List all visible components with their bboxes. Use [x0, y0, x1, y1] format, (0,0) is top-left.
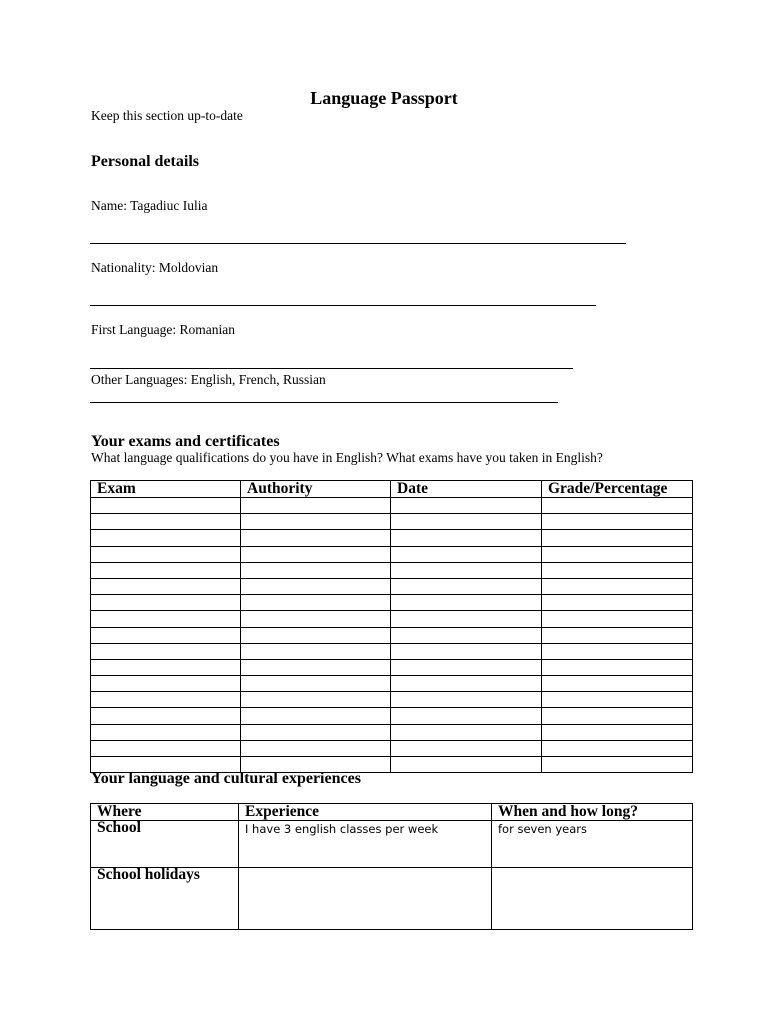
table-row — [91, 498, 693, 514]
exam-cell — [391, 724, 542, 740]
experiences-col-when: When and how long? — [492, 804, 693, 821]
exam-cell — [391, 595, 542, 611]
table-row — [91, 595, 693, 611]
exam-cell — [391, 578, 542, 594]
exam-cell — [241, 530, 391, 546]
exam-cell — [542, 514, 693, 530]
exam-cell — [542, 530, 693, 546]
table-row — [91, 578, 693, 594]
when-cell — [492, 868, 693, 930]
exam-cell — [241, 708, 391, 724]
table-row — [91, 821, 693, 868]
exam-cell — [91, 562, 241, 578]
table-row — [91, 611, 693, 627]
exam-cell — [91, 692, 241, 708]
table-row — [91, 692, 693, 708]
exam-cell — [542, 627, 693, 643]
exam-cell — [542, 659, 693, 675]
exam-cell — [241, 498, 391, 514]
exam-cell — [391, 627, 542, 643]
exams-col-exam: Exam — [91, 481, 241, 498]
exam-cell — [542, 611, 693, 627]
exams-col-authority: Authority — [241, 481, 391, 498]
exam-cell — [91, 595, 241, 611]
exam-cell — [91, 740, 241, 756]
subtitle: Keep this section up-to-date — [91, 108, 243, 123]
exam-cell — [91, 676, 241, 692]
exam-cell — [91, 530, 241, 546]
exam-cell — [391, 692, 542, 708]
exam-cell — [241, 578, 391, 594]
exam-cell — [391, 708, 542, 724]
exam-cell — [542, 740, 693, 756]
exam-cell — [542, 578, 693, 594]
exam-cell — [391, 546, 542, 562]
exam-cell — [91, 611, 241, 627]
exam-cell — [542, 546, 693, 562]
exams-col-date: Date — [391, 481, 542, 498]
other-languages-field: Other Languages: English, French, Russian — [91, 372, 326, 387]
table-row — [91, 708, 693, 724]
exam-cell — [241, 595, 391, 611]
exam-cell — [241, 676, 391, 692]
exam-cell — [542, 724, 693, 740]
table-row — [91, 530, 693, 546]
exam-cell — [542, 643, 693, 659]
table-row — [91, 546, 693, 562]
exam-cell — [542, 562, 693, 578]
table-row — [91, 627, 693, 643]
exam-cell — [241, 740, 391, 756]
exams-col-grade: Grade/Percentage — [542, 481, 693, 498]
name-field: Name: Tagadiuc Iulia — [91, 198, 208, 213]
exam-cell — [542, 498, 693, 514]
exam-cell — [542, 676, 693, 692]
experiences-header-row — [91, 804, 693, 821]
table-row — [91, 514, 693, 530]
exam-cell — [91, 708, 241, 724]
experiences-col-where: Where — [91, 804, 239, 821]
exam-cell — [391, 514, 542, 530]
experiences-col-experience: Experience — [239, 804, 492, 821]
exams-heading: Your exams and certificates — [91, 433, 280, 450]
exam-cell — [542, 595, 693, 611]
exam-cell — [241, 546, 391, 562]
exam-cell — [391, 676, 542, 692]
first-language-underline — [90, 368, 573, 369]
exam-cell — [391, 757, 542, 773]
experiences-heading: Your language and cultural experiences — [91, 770, 361, 787]
exam-cell — [542, 708, 693, 724]
other-languages-underline — [90, 402, 558, 403]
exam-cell — [241, 724, 391, 740]
table-row — [91, 659, 693, 675]
exam-cell — [391, 740, 542, 756]
exam-cell — [91, 546, 241, 562]
exam-cell — [241, 627, 391, 643]
table-row — [91, 740, 693, 756]
exam-cell — [91, 498, 241, 514]
table-row — [91, 724, 693, 740]
exam-cell — [91, 627, 241, 643]
exam-cell — [241, 692, 391, 708]
table-row — [91, 643, 693, 659]
exam-cell — [91, 578, 241, 594]
nationality-underline — [90, 305, 596, 306]
exam-cell — [91, 643, 241, 659]
experience-cell: I have 3 english classes per week — [239, 821, 492, 868]
experiences-table — [90, 803, 693, 930]
table-row — [91, 562, 693, 578]
exam-cell — [91, 514, 241, 530]
where-cell: School — [91, 821, 239, 868]
page-title: Language Passport — [310, 88, 458, 108]
experience-cell — [239, 868, 492, 930]
exams-table — [90, 480, 693, 773]
exam-cell — [391, 659, 542, 675]
nationality-field: Nationality: Moldovian — [91, 260, 219, 275]
first-language-field: First Language: Romanian — [91, 322, 235, 337]
exam-cell — [542, 692, 693, 708]
exam-cell — [91, 724, 241, 740]
exam-cell — [241, 659, 391, 675]
exam-cell — [391, 643, 542, 659]
where-cell: School holidays — [91, 868, 239, 930]
exam-cell — [241, 611, 391, 627]
exams-header-row — [91, 481, 693, 498]
name-underline — [90, 243, 626, 244]
table-row — [91, 868, 693, 930]
table-row — [91, 676, 693, 692]
personal-details-heading: Personal details — [91, 153, 199, 170]
exams-question: What language qualifications do you have in English? What exams have you taken in English? — [91, 450, 603, 465]
exam-cell — [91, 659, 241, 675]
exam-cell — [391, 530, 542, 546]
exam-cell — [542, 757, 693, 773]
exam-cell — [241, 643, 391, 659]
when-cell: for seven years — [492, 821, 693, 868]
exam-cell — [241, 514, 391, 530]
exam-cell — [391, 498, 542, 514]
exam-cell — [391, 611, 542, 627]
exam-cell — [241, 562, 391, 578]
exam-cell — [391, 562, 542, 578]
